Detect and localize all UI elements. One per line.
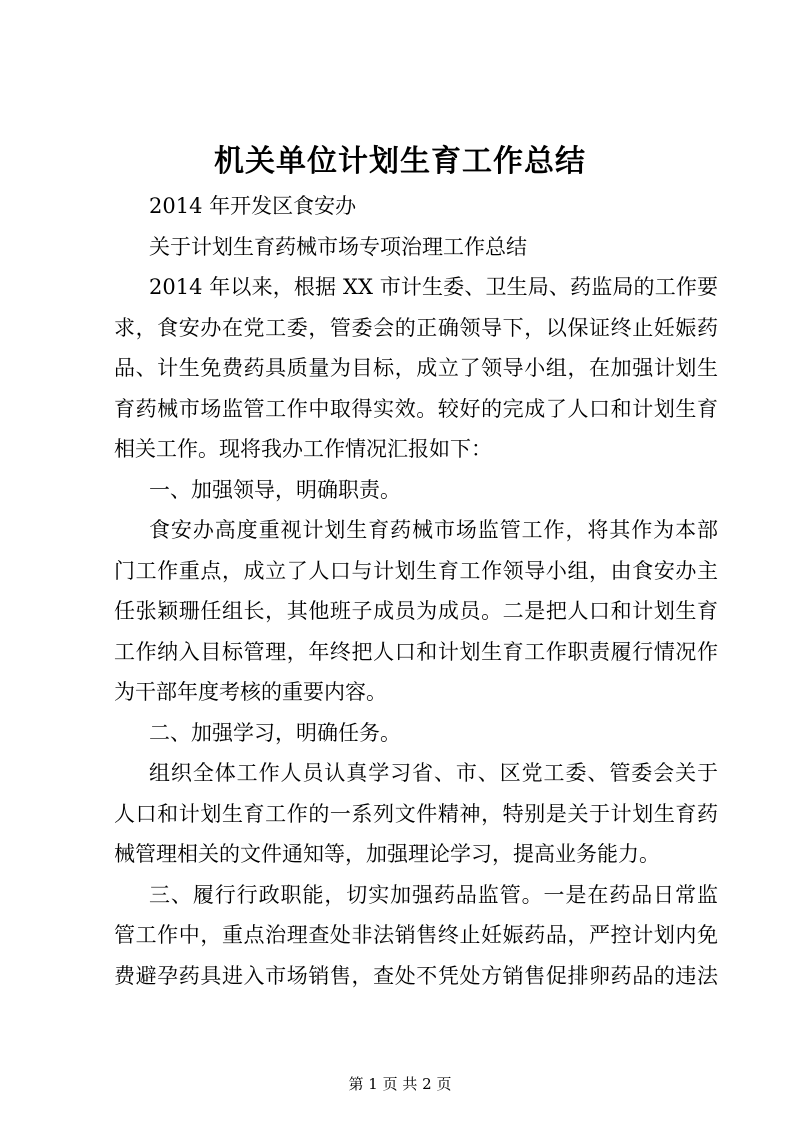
text-line: 组织全体工作人员认真学习省、市、区党工委、管委会关于 xyxy=(149,761,718,785)
text-line: 相关工作。现将我办工作情况汇报如下： xyxy=(114,437,492,461)
document-title: 机关单位计划生育工作总结 xyxy=(214,144,586,179)
document-body xyxy=(114,186,718,996)
text-line: 食安办高度重视计划生育药械市场监管工作，将其作为本部 xyxy=(149,518,718,542)
text-line: 管工作中，重点治理查处非法销售终止妊娠药品，严控计划内免 xyxy=(114,923,718,947)
text-line: 二、加强学习，明确任务。 xyxy=(149,720,401,745)
text-line: 一、加强领导，明确职责。 xyxy=(149,477,401,502)
text-line: 械管理相关的文件通知等，加强理论学习，提高业务能力。 xyxy=(114,842,660,866)
text-line: 求，食安办在党工委，管委会的正确领导下，以保证终止妊娠药 xyxy=(114,315,718,340)
text-line: 育药械市场监管工作中取得实效。较好的完成了人口和计划生育 xyxy=(114,396,718,421)
text-line: 2014 年开发区食安办 xyxy=(149,194,357,218)
text-line: 三、履行行政职能，切实加强药品监管。一是在药品日常监 xyxy=(149,882,718,907)
text-line: 品、计生免费药具质量为目标，成立了领导小组，在加强计划生 xyxy=(114,356,718,380)
page-footer: 第 1 页 共 2 页 xyxy=(348,1075,452,1093)
text-line: 为干部年度考核的重要内容。 xyxy=(114,680,387,704)
text-line: 费避孕药具进入市场销售，查处不凭处方销售促排卵药品的违法 xyxy=(114,963,718,988)
text-line: 工作纳入目标管理，年终把人口和计划生育工作职责履行情况作 xyxy=(114,639,718,664)
text-line: 2014 年以来，根据 XX 市计生委、卫生局、药监局的工作要 xyxy=(149,275,718,299)
text-line: 人口和计划生育工作的一系列文件精神，特别是关于计划生育药 xyxy=(114,801,718,826)
text-line: 任张颖珊任组长，其他班子成员为成员。二是把人口和计划生育 xyxy=(114,599,718,623)
text-line: 关于计划生育药械市场专项治理工作总结 xyxy=(149,234,527,259)
text-line: 门工作重点，成立了人口与计划生育工作领导小组，由食安办主 xyxy=(114,558,718,583)
